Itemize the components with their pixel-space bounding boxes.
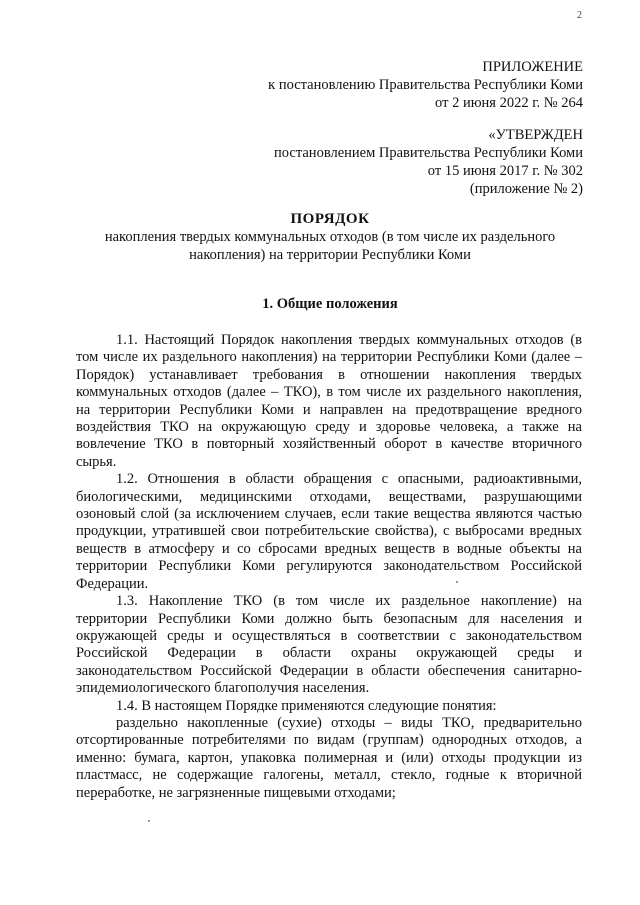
approved-date: от 15 июня 2017 г. № 302 — [427, 163, 583, 179]
title-block — [80, 210, 580, 264]
annex-date: от 2 июня 2022 г. № 264 — [435, 95, 583, 111]
section-body — [76, 332, 582, 802]
approved-label: «УТВЕРЖДЕН — [488, 127, 583, 143]
document-subtitle: накопления твердых коммунальных отходов (в том числе их раздельного накопления) на территории Республики Коми — [104, 229, 556, 263]
paragraph: 1.1. Настоящий Порядок накопления твердых коммунальных отходов (в том числе их раздельного накопления) на территории Республики Коми (далее – Порядок) устанавливает требования в отношении накопления твердых коммунальных отходов (далее – ТКО), в том числе их раздельного накопления, на территории Республики Коми и направлен на предотвращение вредного воздействия ТКО на окружающую среду и здоровье человека, а также на вовлечение ТКО в повторный хозяйственный оборот в качестве вторичного сырья. — [76, 332, 582, 470]
annex-label: ПРИЛОЖЕНИЕ — [482, 59, 583, 75]
section-heading: 1. Общие положения — [262, 296, 398, 312]
annex-resolution: к постановлению Правительства Республики Коми — [268, 77, 583, 93]
scan-speck — [456, 581, 458, 583]
approved-appendix: (приложение № 2) — [469, 181, 583, 197]
approved-resolution: постановлением Правительства Республики Коми — [274, 145, 583, 161]
paragraph: 1.3. Накопление ТКО (в том числе их раздельное накопление) на территории Республики Коми должно быть безопасным для населения и окружающей среды и осуществляться в соответствии с законодательством Российской Федерации в области охраны окружающей среды и законодательством Российской Федерации в области обеспечения санитарно-эпидемиологического благополучия населения. — [76, 593, 582, 697]
approved-header — [274, 126, 583, 198]
scan-speck — [148, 820, 150, 822]
document-title: ПОРЯДОК — [290, 211, 370, 227]
paragraph: 1.4. В настоящем Порядке применяются следующие понятия: — [116, 697, 497, 714]
page-number: 2 — [577, 10, 582, 21]
paragraph: раздельно накопленные (сухие) отходы – виды ТКО, предварительно отсортированные потребителями по видам (группам) однородных отходов, а именно: бумага, картон, упаковка полимерная и (или) отходы продукции из пластмасс, не содержащие галогены, металл, стекло, годные к вторичной переработке, не загрязненные пищевыми отходами; — [76, 714, 582, 801]
annex-header — [268, 58, 583, 112]
paragraph: 1.2. Отношения в области обращения с опасными, радиоактивными, биологическими, медицинскими отходами, веществами, разрушающими озоновый слой (за исключением случаев, если такие вещества являются частью продукции, утратившей свои потребительские свойства), с выбросами вредных веществ в атмосферу и со сбросами вредных веществ в водные объекты на территории Республики Коми регулируются законодательством Российской Федерации. — [76, 471, 582, 592]
